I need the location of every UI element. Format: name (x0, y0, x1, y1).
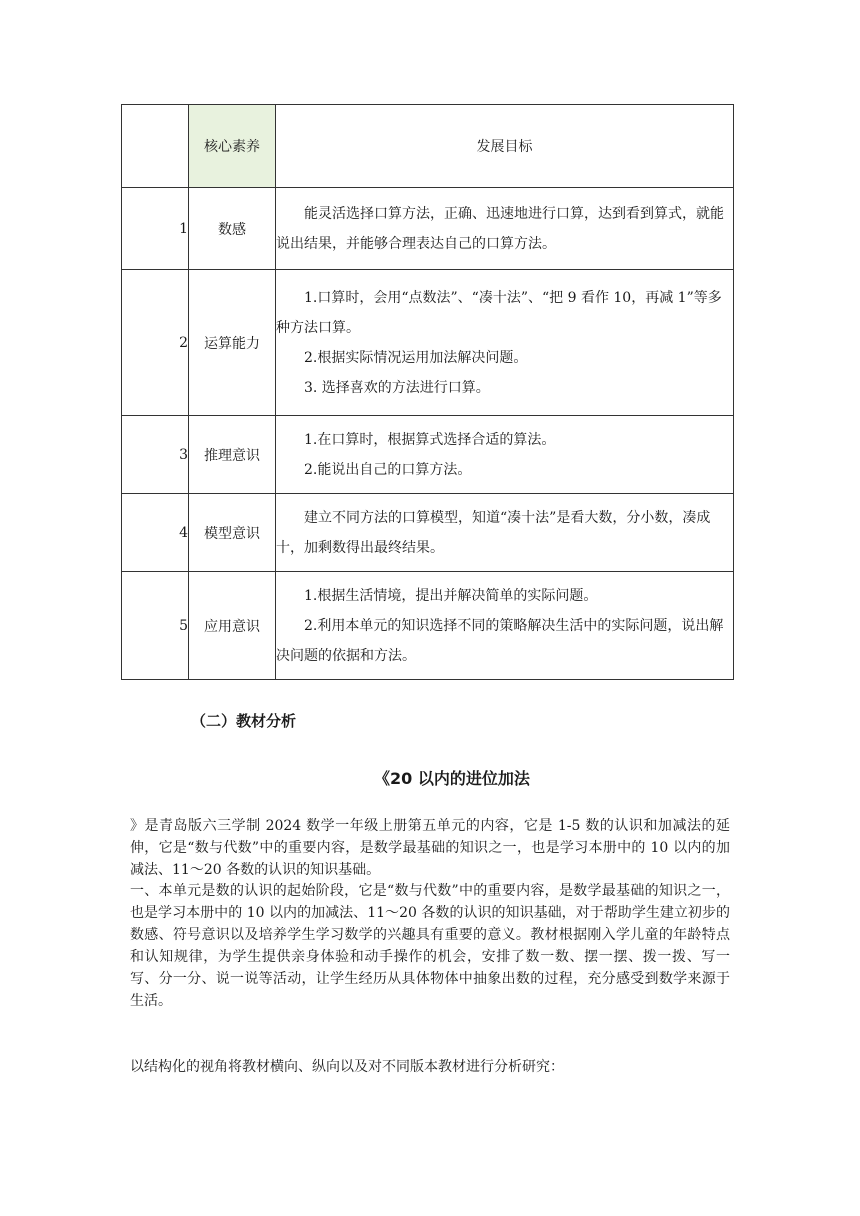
table-row (122, 416, 734, 494)
section-title: 《20 以内的进位加法 (374, 769, 530, 788)
development-goal (276, 188, 734, 270)
core-literacy: 数感 (189, 188, 276, 270)
table-row (122, 572, 734, 680)
paragraph: 一、本单元是数的认识的起始阶段，它是“数与代数”中的重要内容，是数学最基础的知识之一，也是学习本册中的 10 以内的加减法、11～20 各数的认识的知识基础，对于帮助学生建立初步的数感、符号意识以及培养学生学习数学的兴趣具有重要的意义。教材根据刚入学儿童的年龄特点和认知规律，为学生提供亲身体验和动手操作的机会，安排了数一数、摆一摆、拨一拨、写一写、分一分、说一说等活动，让学生经历从具体物体中抽象出数的过程，充分感受到数学来源于生活。 (130, 883, 730, 1009)
header-core-literacy: 核心素养 (189, 105, 276, 188)
row-number: 1 (122, 188, 189, 270)
core-literacy: 推理意识 (189, 416, 276, 494)
development-goal (276, 270, 734, 416)
core-literacy-table (121, 104, 734, 680)
header-number (122, 105, 189, 188)
row-number: 3 (122, 416, 189, 494)
development-goal (276, 416, 734, 494)
development-goal (276, 572, 734, 680)
table-row (122, 494, 734, 572)
goal-item: 能灵活选择口算方法，正确、迅速地进行口算，达到看到算式，就能说出结果，并能够合理表达自己的口算方法。 (276, 205, 724, 252)
goal-item: 3. 选择喜欢的方法进行口算。 (304, 379, 490, 396)
table-row (122, 188, 734, 270)
paragraph: 》是青岛版六三学制 2024 数学一年级上册第五单元的内容，它是 1-5 数的认识和加减法的延伸，它是“数与代数”中的重要内容，是数学最基础的知识之一，也是学习本册中的 10 以内的加减法、11～20 各数的认识的知识基础。 (130, 818, 730, 878)
goal-item: 1.在口算时，根据算式选择合适的算法。 (304, 431, 556, 448)
paragraph: 以结构化的视角将教材横向、纵向以及对不同版本教材进行分析研究： (130, 1059, 564, 1075)
goal-item: 1.口算时，会用“点数法”、“凑十法”、“把 9 看作 10，再减 1”等多种方法口算。 (276, 289, 722, 336)
header-development-goal: 发展目标 (276, 105, 734, 188)
core-literacy: 应用意识 (189, 572, 276, 680)
core-literacy: 模型意识 (189, 494, 276, 572)
row-number: 4 (122, 494, 189, 572)
section-heading: （二）教材分析 (191, 712, 297, 730)
goal-item: 建立不同方法的口算模型，知道“凑十法”是看大数，分小数，凑成十，加剩数得出最终结果。 (276, 509, 711, 556)
row-number: 5 (122, 572, 189, 680)
goal-item: 2.能说出自己的口算方法。 (304, 461, 472, 478)
goal-item: 1.根据生活情境，提出并解决简单的实际问题。 (304, 587, 598, 604)
goal-item: 2.利用本单元的知识选择不同的策略解决生活中的实际问题，说出解决问题的依据和方法。 (276, 617, 724, 664)
table-header-row (122, 105, 734, 188)
table-row (122, 270, 734, 416)
row-number: 2 (122, 270, 189, 416)
development-goal (276, 494, 734, 572)
goal-item: 2.根据实际情况运用加法解决问题。 (304, 349, 528, 366)
core-literacy: 运算能力 (189, 270, 276, 416)
